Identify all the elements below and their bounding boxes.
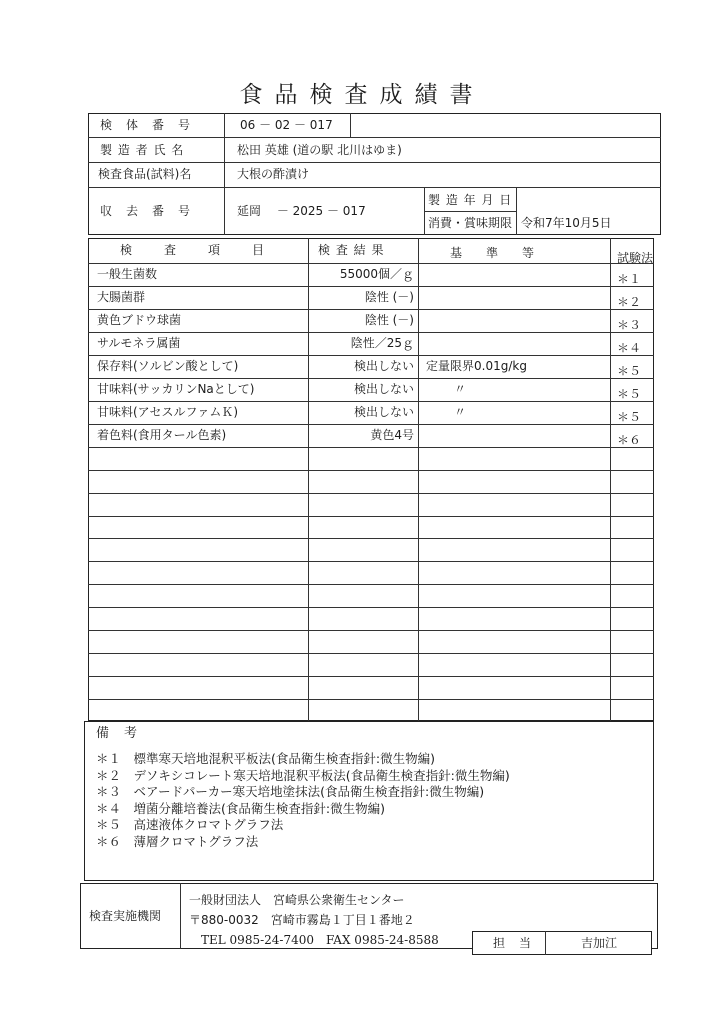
document-title: 食品検査成績書 <box>239 82 485 108</box>
row-standard: 〃 <box>454 404 467 419</box>
row-result: 55000個／ｇ <box>339 267 414 281</box>
header-row-divider <box>88 137 661 138</box>
row-item: 一般生菌数 <box>97 267 158 281</box>
row-divider <box>88 584 654 585</box>
remark-item: ＊３ ベアードパーカー寒天培地塗抹法(食品衛生検査指針:微生物編) <box>96 784 485 799</box>
row-item: 大腸菌群 <box>97 289 146 304</box>
row-divider <box>88 355 654 356</box>
institution-phone: TEL 0985-24-7400 FAX 0985-24-8588 <box>201 933 439 947</box>
row-standard: 定量限界0.01g/kg <box>426 358 527 373</box>
row-standard: 〃 <box>454 381 467 396</box>
row-method: ＊６ <box>617 432 642 447</box>
food-name-label: 検査食品(試料)名 <box>98 167 192 181</box>
expiry-label: 消費・賞味期限 <box>428 216 513 230</box>
row-divider <box>88 538 654 539</box>
remark-item: ＊６ 薄層クロマトグラフ法 <box>96 833 259 849</box>
row-method: ＊５ <box>617 386 642 401</box>
row-method: ＊２ <box>617 294 642 309</box>
row-divider <box>88 378 654 379</box>
row-divider <box>88 424 654 425</box>
row-item: 着色料(食用タール色素) <box>97 427 227 442</box>
row-method: ＊５ <box>617 409 642 424</box>
row-item: サルモネラ属菌 <box>97 335 181 350</box>
col-header-item: 検 査 項 目 <box>120 243 275 257</box>
header-value-divider <box>350 113 351 138</box>
results-table <box>88 238 654 721</box>
institution-name: 一般財団法人 宮崎県公衆衛生センター <box>189 893 405 907</box>
remark-item: ＊１ 標準寒天培地混釈平板法(食品衛生検査指針:微生物編) <box>96 751 435 766</box>
receipt-number-label: 収 去 番 号 <box>100 204 192 218</box>
row-item: 甘味料(サッカリンNaとして) <box>97 381 255 396</box>
column-divider <box>610 238 611 721</box>
header-row-divider <box>88 187 661 188</box>
row-divider <box>88 699 654 700</box>
row-item: 甘味料(アセスルファムＫ) <box>97 404 239 419</box>
row-divider <box>88 286 654 287</box>
manufacturer-label: 製 造 者 氏 名 <box>100 143 185 157</box>
row-divider <box>88 653 654 654</box>
food-name-value: 大根の酢漬け <box>237 167 310 181</box>
col-header-method: 試験法 <box>617 251 654 265</box>
staff-divider <box>545 931 546 955</box>
remark-item: ＊２ デソキシコレート寒天培地混釈平板法(食品衛生検査指針:微生物編) <box>96 767 510 783</box>
row-divider <box>88 630 654 631</box>
row-method: ＊５ <box>617 363 642 378</box>
header-row-divider <box>88 162 661 163</box>
sample-number-value: 06 － 02 － 017 <box>240 118 333 132</box>
row-method: ＊１ <box>617 272 642 286</box>
row-divider <box>88 470 654 471</box>
sample-number-label: 検 体 番 号 <box>100 118 192 132</box>
manufacture-date-label: 製 造 年 月 日 <box>428 193 513 207</box>
institution-label-divider <box>180 883 181 949</box>
row-result: 検出しない <box>353 381 414 396</box>
remark-item: ＊４ 増菌分離培養法(食品衛生検査指針:微生物編) <box>96 800 385 816</box>
remark-item: ＊５ 高速液体クロマトグラフ法 <box>96 817 284 832</box>
institution-address: 〒880-0032 宮崎市霧島１丁目１番地２ <box>189 913 415 927</box>
header-date-divider <box>516 187 517 235</box>
column-divider <box>308 238 309 721</box>
row-divider <box>88 332 654 333</box>
row-divider <box>88 607 654 608</box>
row-divider <box>88 676 654 677</box>
institution-label: 検査実施機関 <box>89 909 162 923</box>
remarks-label: 備 考 <box>96 726 139 741</box>
staff-label: 担 当 <box>493 936 533 950</box>
row-result: 黄色4号 <box>370 427 414 442</box>
table-header-divider <box>88 263 654 264</box>
row-divider <box>88 447 654 448</box>
manufacturer-value: 松田 英雄 (道の駅 北川はゆま) <box>237 143 402 157</box>
column-divider <box>418 238 419 721</box>
expiry-value: 令和7年10月5日 <box>521 216 612 230</box>
row-result: 検出しない <box>353 358 414 373</box>
row-method: ＊４ <box>617 340 642 355</box>
row-divider <box>88 309 654 310</box>
row-result: 陰性／25ｇ <box>350 335 414 350</box>
row-result: 検出しない <box>353 404 414 419</box>
row-divider <box>88 401 654 402</box>
col-header-standard: 基 準 等 <box>450 246 535 260</box>
row-item: 黄色ブドウ球菌 <box>97 312 182 327</box>
header-date-divider <box>424 211 516 212</box>
row-item: 保存料(ソルビン酸として) <box>97 358 239 373</box>
row-method: ＊３ <box>617 317 642 332</box>
row-result: 陰性 (－) <box>364 312 414 327</box>
row-divider <box>88 561 654 562</box>
staff-name: 吉加江 <box>581 936 618 950</box>
row-divider <box>88 493 654 494</box>
header-label-divider <box>224 113 225 235</box>
receipt-number-value: 延岡 － 2025 － 017 <box>237 204 366 218</box>
row-result: 陰性 (－) <box>364 289 414 304</box>
col-header-result: 検 査 結 果 <box>318 243 385 257</box>
row-divider <box>88 516 654 517</box>
